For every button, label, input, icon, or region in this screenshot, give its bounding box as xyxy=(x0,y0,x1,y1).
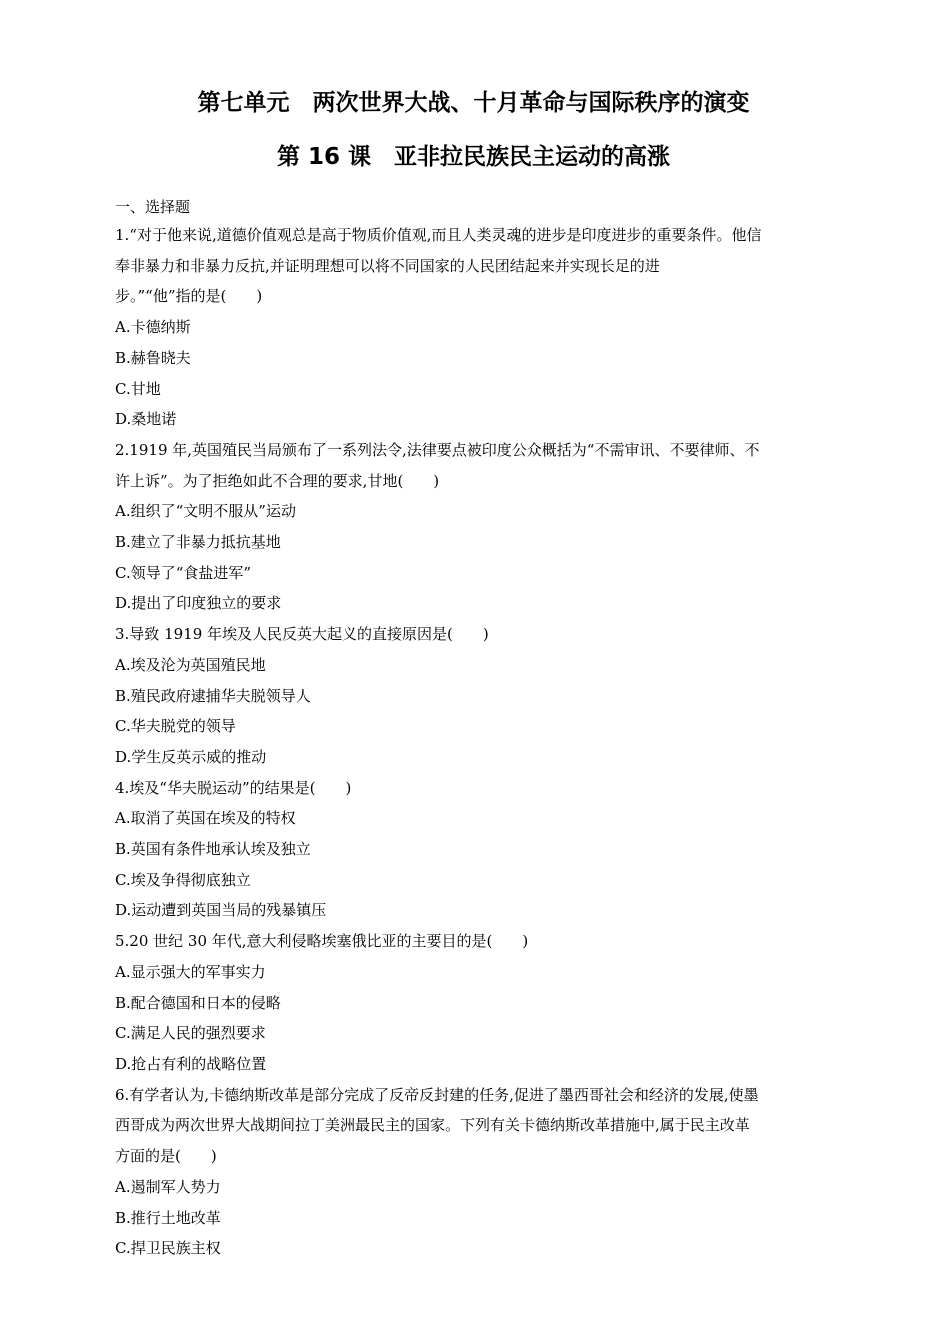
option-a: A.埃及沦为英国殖民地 xyxy=(115,655,266,674)
option-a: A.卡德纳斯 xyxy=(115,318,191,337)
question-1 xyxy=(115,220,832,435)
question-stem-line: 5.20 世纪 30 年代,意大利侵略埃塞俄比亚的主要目的是( ) xyxy=(115,932,529,951)
option-c: C.华夫脱党的领导 xyxy=(115,717,236,736)
question-5 xyxy=(115,926,832,1080)
question-stem-line: 西哥成为两次世界大战期间拉丁美洲最民主的国家。下列有关卡德纳斯改革措施中,属于民主改革 xyxy=(115,1116,750,1135)
option-c: C.埃及争得彻底独立 xyxy=(115,870,251,889)
question-4 xyxy=(115,773,832,927)
question-stem-line: 步。”“他”指的是( ) xyxy=(115,287,263,306)
option-b: B.推行土地改革 xyxy=(115,1208,221,1227)
option-a: A.取消了英国在埃及的特权 xyxy=(115,809,296,828)
question-stem-line: 3.导致 1919 年埃及人民反英大起义的直接原因是( ) xyxy=(115,625,489,644)
option-b: B.英国有条件地承认埃及独立 xyxy=(115,840,311,859)
question-2 xyxy=(115,435,832,619)
option-d: D.提出了印度独立的要求 xyxy=(115,594,282,613)
question-stem-line: 奉非暴力和非暴力反抗,并证明理想可以将不同国家的人民团结起来并实现长足的进 xyxy=(115,256,660,275)
option-a: A.显示强大的军事实力 xyxy=(115,962,266,981)
unit-title: 第七单元 两次世界大战、十月革命与国际秩序的演变 xyxy=(197,90,750,116)
question-stem-line: 方面的是( ) xyxy=(115,1147,217,1166)
option-b: B.建立了非暴力抵抗基地 xyxy=(115,533,281,552)
option-d: D.学生反英示威的推动 xyxy=(115,747,267,766)
option-a: A.遏制军人势力 xyxy=(115,1177,221,1196)
option-d: D.抢占有利的战略位置 xyxy=(115,1054,267,1073)
option-c: C.领导了“食盐进军” xyxy=(115,563,252,582)
option-c: C.捍卫民族主权 xyxy=(115,1239,221,1258)
question-3 xyxy=(115,619,832,773)
option-a: A.组织了“文明不服从”运动 xyxy=(115,502,296,521)
question-stem-line: 6.有学者认为,卡德纳斯改革是部分完成了反帝反封建的任务,促进了墨西哥社会和经济的发展,使墨 xyxy=(115,1085,759,1104)
option-c: C.甘地 xyxy=(115,379,161,398)
option-c: C.满足人民的强烈要求 xyxy=(115,1024,266,1043)
option-d: D.桑地诺 xyxy=(115,410,177,429)
option-b: B.殖民政府逮捕华夫脱领导人 xyxy=(115,686,311,705)
question-stem-line: 许上诉”。为了拒绝如此不合理的要求,甘地( ) xyxy=(115,471,440,490)
option-b: B.赫鲁晓夫 xyxy=(115,348,191,367)
lesson-title: 第 16 课 亚非拉民族民主运动的高涨 xyxy=(276,144,671,170)
option-d: D.运动遭到英国当局的残暴镇压 xyxy=(115,901,327,920)
question-stem-line: 4.埃及“华夫脱运动”的结果是( ) xyxy=(115,778,352,797)
question-stem-line: 2.1919 年,英国殖民当局颁布了一系列法令,法律要点被印度公众概括为“不需审讯、不要律师、不 xyxy=(115,440,760,459)
question-6 xyxy=(115,1080,832,1264)
question-stem-line: 1.“对于他来说,道德价值观总是高于物质价值观,而且人类灵魂的进步是印度进步的重要条件。他信 xyxy=(115,226,762,244)
section-title: 一、选择题 xyxy=(115,198,191,216)
option-b: B.配合德国和日本的侵略 xyxy=(115,993,281,1012)
